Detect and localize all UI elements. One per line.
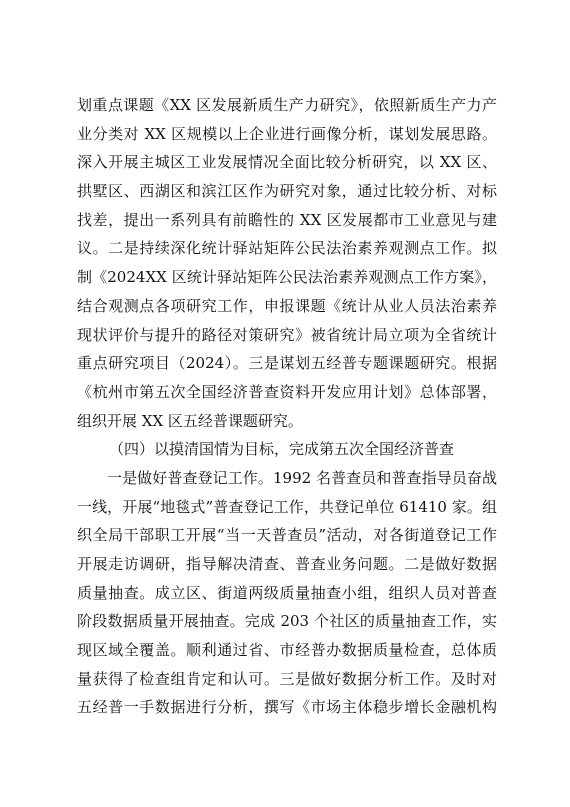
text-line: 阶段数据质量开展抽查。完成 203 个社区的质量抽查工作，实 [77,612,497,631]
text-line: 拱墅区、西湖区和滨江区作为研究对象，通过比较分析、对标 [77,182,497,201]
paragraph [77,464,497,722]
text-line: 现状评价与提升的路径对策研究》被省统计局立项为全省统计 [77,325,497,344]
text-line: 质量抽查。成立区、街道两级质量抽查小组，组织人员对普查 [77,583,497,602]
section-heading [77,435,497,464]
document-body [77,91,497,722]
text-line: 议。二是持续深化统计驿站矩阵公民法治素养观测点工作。拟 [77,239,497,258]
text-line: 业分类对 XX 区规模以上企业进行画像分析，谋划发展思路。 [77,124,497,143]
section-heading-text: （四）以摸清国情为目标，完成第五次全国经济普查 [109,440,455,459]
text-line: 制《2024XX 区统计驿站矩阵公民法治素养观测点工作方案》， [77,268,497,287]
text-line: 现区域全覆盖。顺利通过省、市经普办数据质量检查，总体质 [77,641,497,660]
text-line: 找差，提出一系列具有前瞻性的 XX 区发展都市工业意见与建 [77,210,497,229]
text-line: 《杭州市第五次全国经济普查资料开发应用计划》总体部署， [77,382,497,401]
text-line: 组织开展 XX 区五经普课题研究。 [77,411,303,430]
text-line: 重点研究项目（2024）。三是谋划五经普专题课题研究。根据 [77,354,497,373]
paragraph-continued [77,91,497,435]
text-line: 五经普一手数据进行分析，撰写《市场主体稳步增长金融机构 [77,698,497,717]
text-line: 划重点课题《XX 区发展新质生产力研究》，依照新质生产力产 [77,96,497,114]
text-line: 一是做好普查登记工作。1992 名普查员和普查指导员奋战 [107,468,497,487]
text-line: 一线，开展“地毯式”普查登记工作，共登记单位 61410 家。组 [77,497,497,516]
text-line: 量获得了检查组肯定和认可。三是做好数据分析工作。及时对 [77,669,497,688]
text-line: 开展走访调研，指导解决清查、普查业务问题。二是做好数据 [77,555,497,573]
text-line: 织全局干部职工开展“当一天普查员”活动，对各街道登记工作 [77,526,497,545]
text-line: 深入开展主城区工业发展情况全面比较分析研究，以 XX 区、 [77,153,497,172]
text-line: 结合观测点各项研究工作，申报课题《统计从业人员法治素养 [77,296,497,315]
